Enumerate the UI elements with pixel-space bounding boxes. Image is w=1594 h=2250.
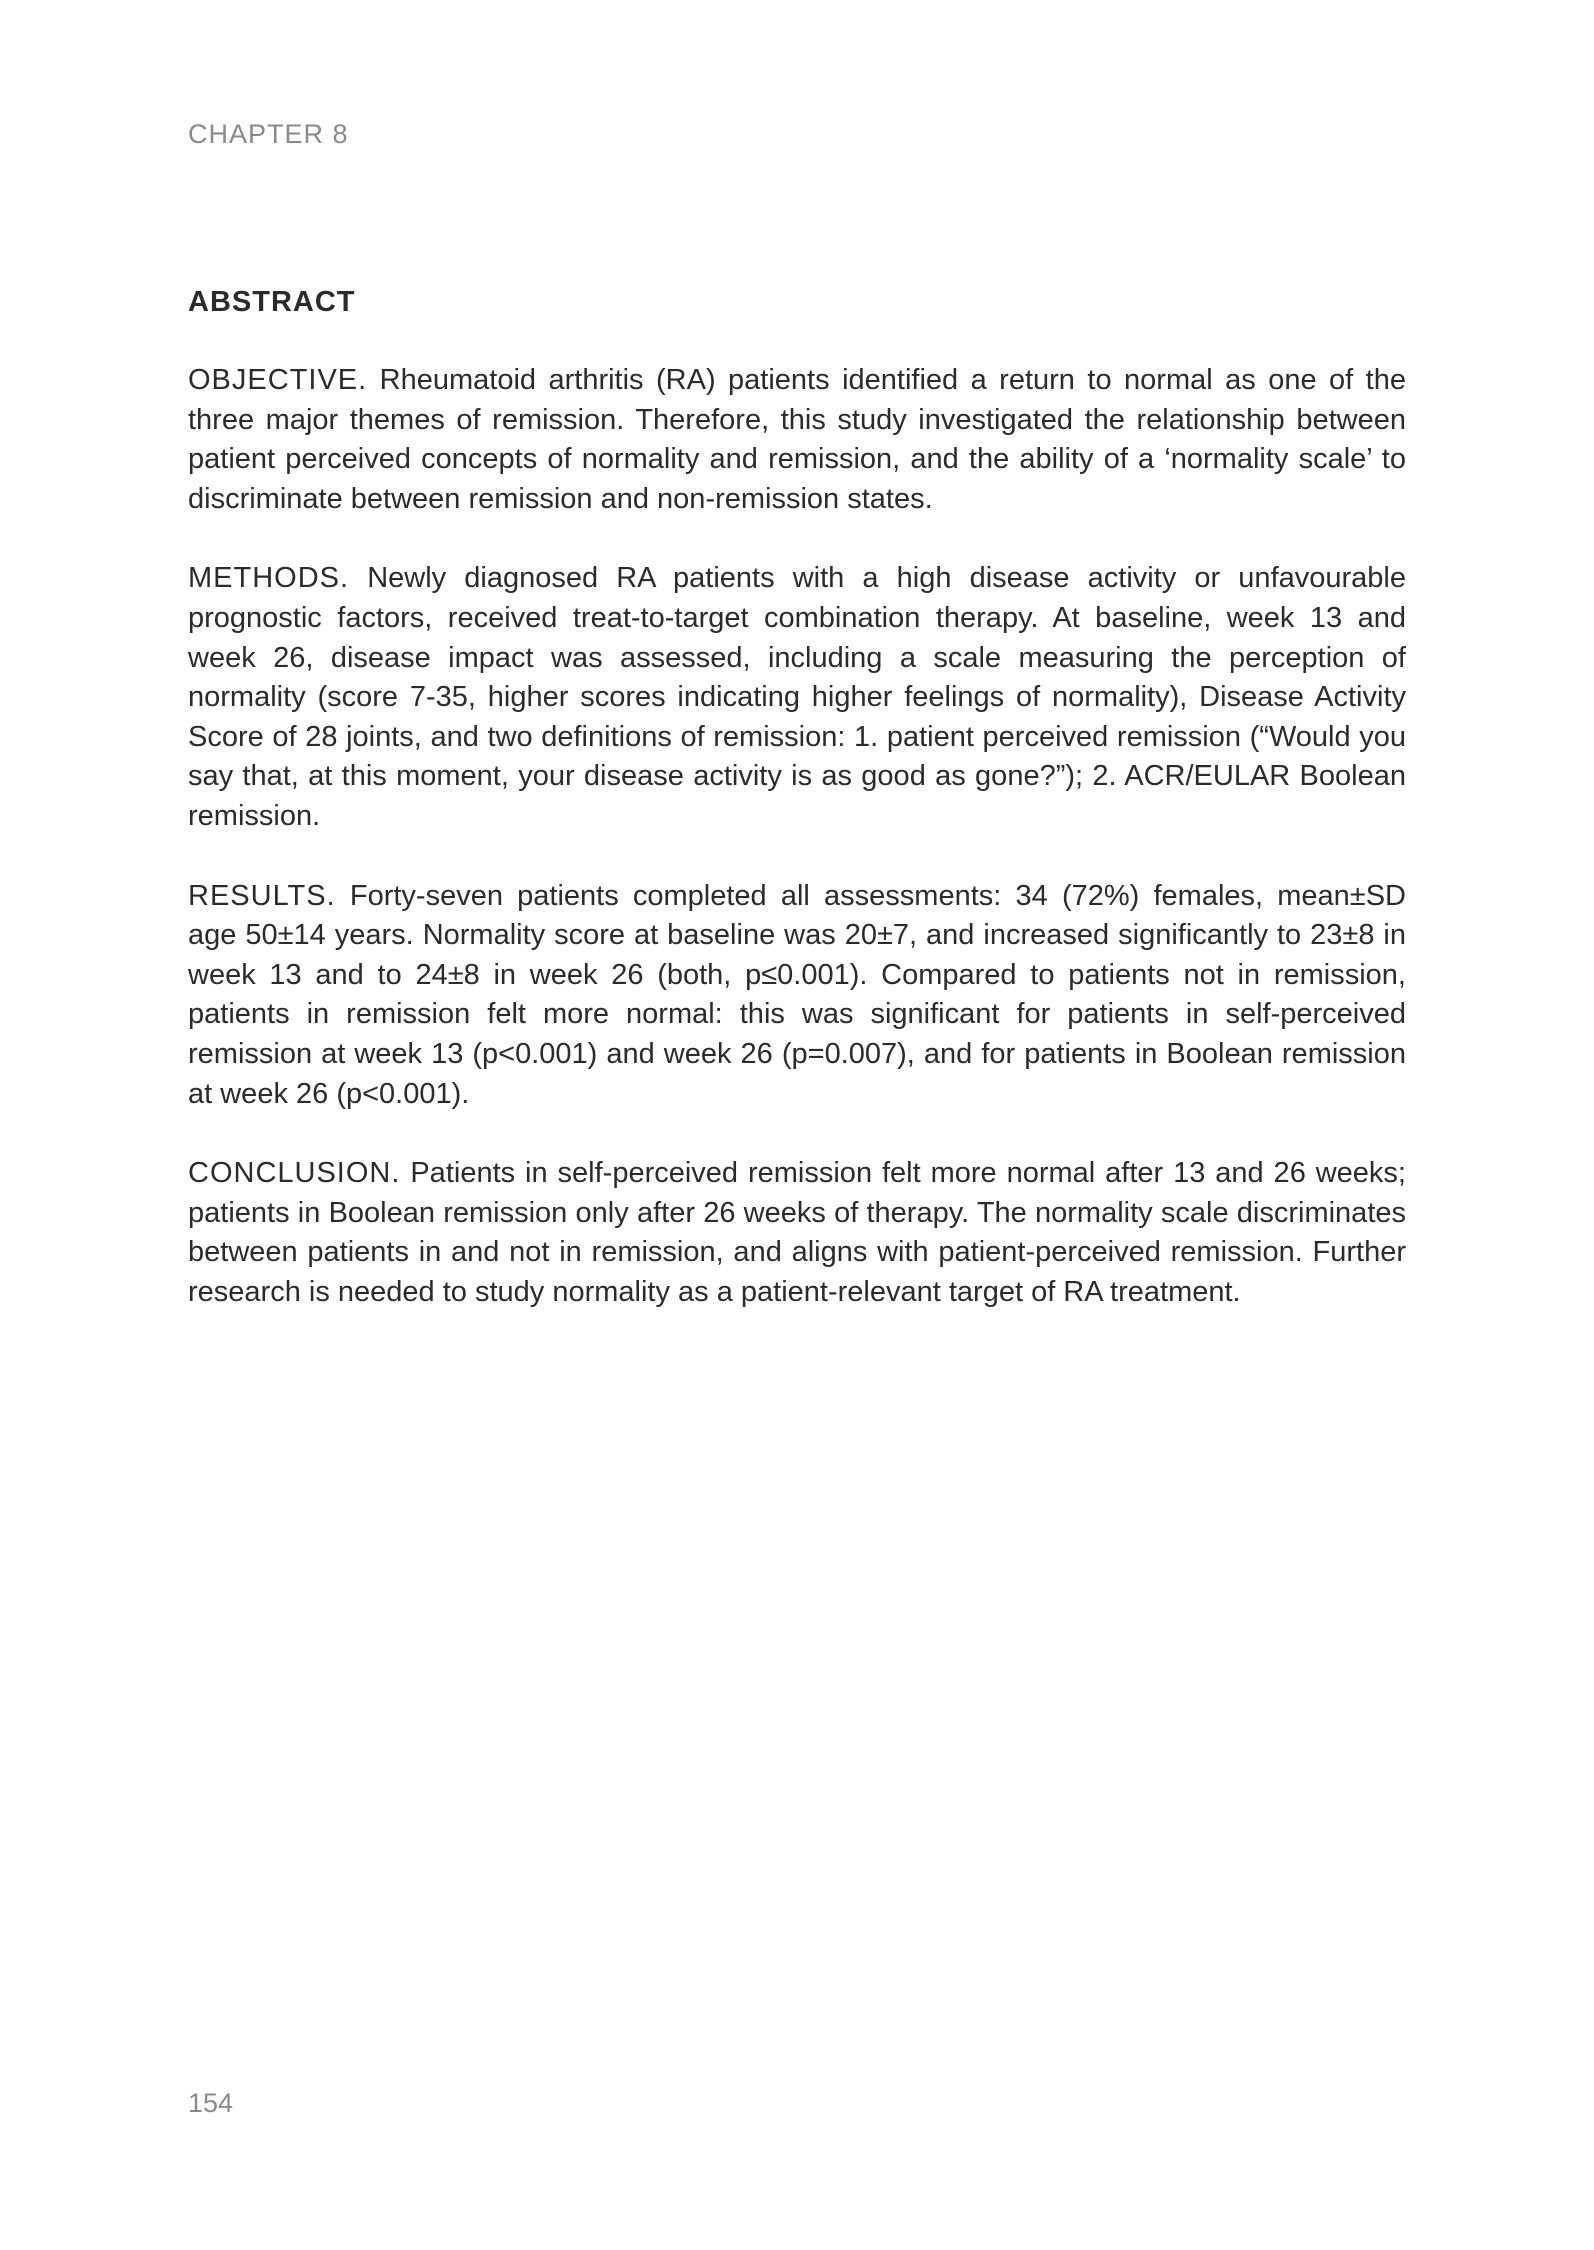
methods-lead: METHODS. — [188, 562, 350, 595]
conclusion-text: Patients in self-perceived remission felt more normal after 13 and 26 weeks; patients in Boolean remission only after 26 weeks of therapy. The normality scale discriminates between patients in and not in remission, and aligns with patient-perceived remission. Further research is needed to study normality as a patient-relevant target of RA treatment. — [188, 1157, 1406, 1308]
objective-text: Rheumatoid arthritis (RA) patients identified a return to normal as one of the three major themes of remission. Therefore, this study investigated the relationship between patient perceived concepts of normality and remission, and the ability of a ‘normality scale’ to discriminate between remission and non-remission states. — [188, 364, 1406, 515]
results-text: Forty-seven patients completed all assessments: 34 (72%) females, mean±SD age 50±14 years. Normality score at baseline was 20±7, and increased significantly to 23±8 in week 13 and to 24±8 in week 26 (both, p≤0.001). Compared to patients not in remission, patients in remission felt more normal: this was significant for patients in self-perceived remission at week 13 (p<0.001) and week 26 (p=0.007), and for patients in Boolean remission at week 26 (p<0.001). — [188, 879, 1407, 1110]
methods-text: Newly diagnosed RA patients with a high disease activity or unfavourable prognostic factors, received treat-to-target combination therapy. At baseline, week 13 and week 26, disease impact was assessed, including a scale measuring the perception of normality (score 7-35, higher scores indicating higher feelings of normality), Disease Activity Score of 28 joints, and two definitions of remission: 1. patient perceived remission (“Would you say that, at this moment, your disease activity is as good as gone?”); 2. ACR/EULAR Boolean remission. — [188, 562, 1406, 832]
abstract-heading: ABSTRACT — [188, 286, 356, 318]
results-paragraph — [188, 877, 1406, 1115]
results-lead: RESULTS. — [188, 879, 336, 912]
page-number: 154 — [188, 2088, 234, 2118]
objective-lead: OBJECTIVE. — [188, 364, 368, 396]
objective-paragraph — [188, 361, 1406, 519]
conclusion-lead: CONCLUSION. — [188, 1157, 401, 1190]
conclusion-paragraph — [188, 1154, 1406, 1312]
methods-paragraph — [188, 559, 1406, 836]
chapter-running-head: CHAPTER 8 — [188, 119, 349, 149]
abstract-content — [188, 286, 1406, 1352]
